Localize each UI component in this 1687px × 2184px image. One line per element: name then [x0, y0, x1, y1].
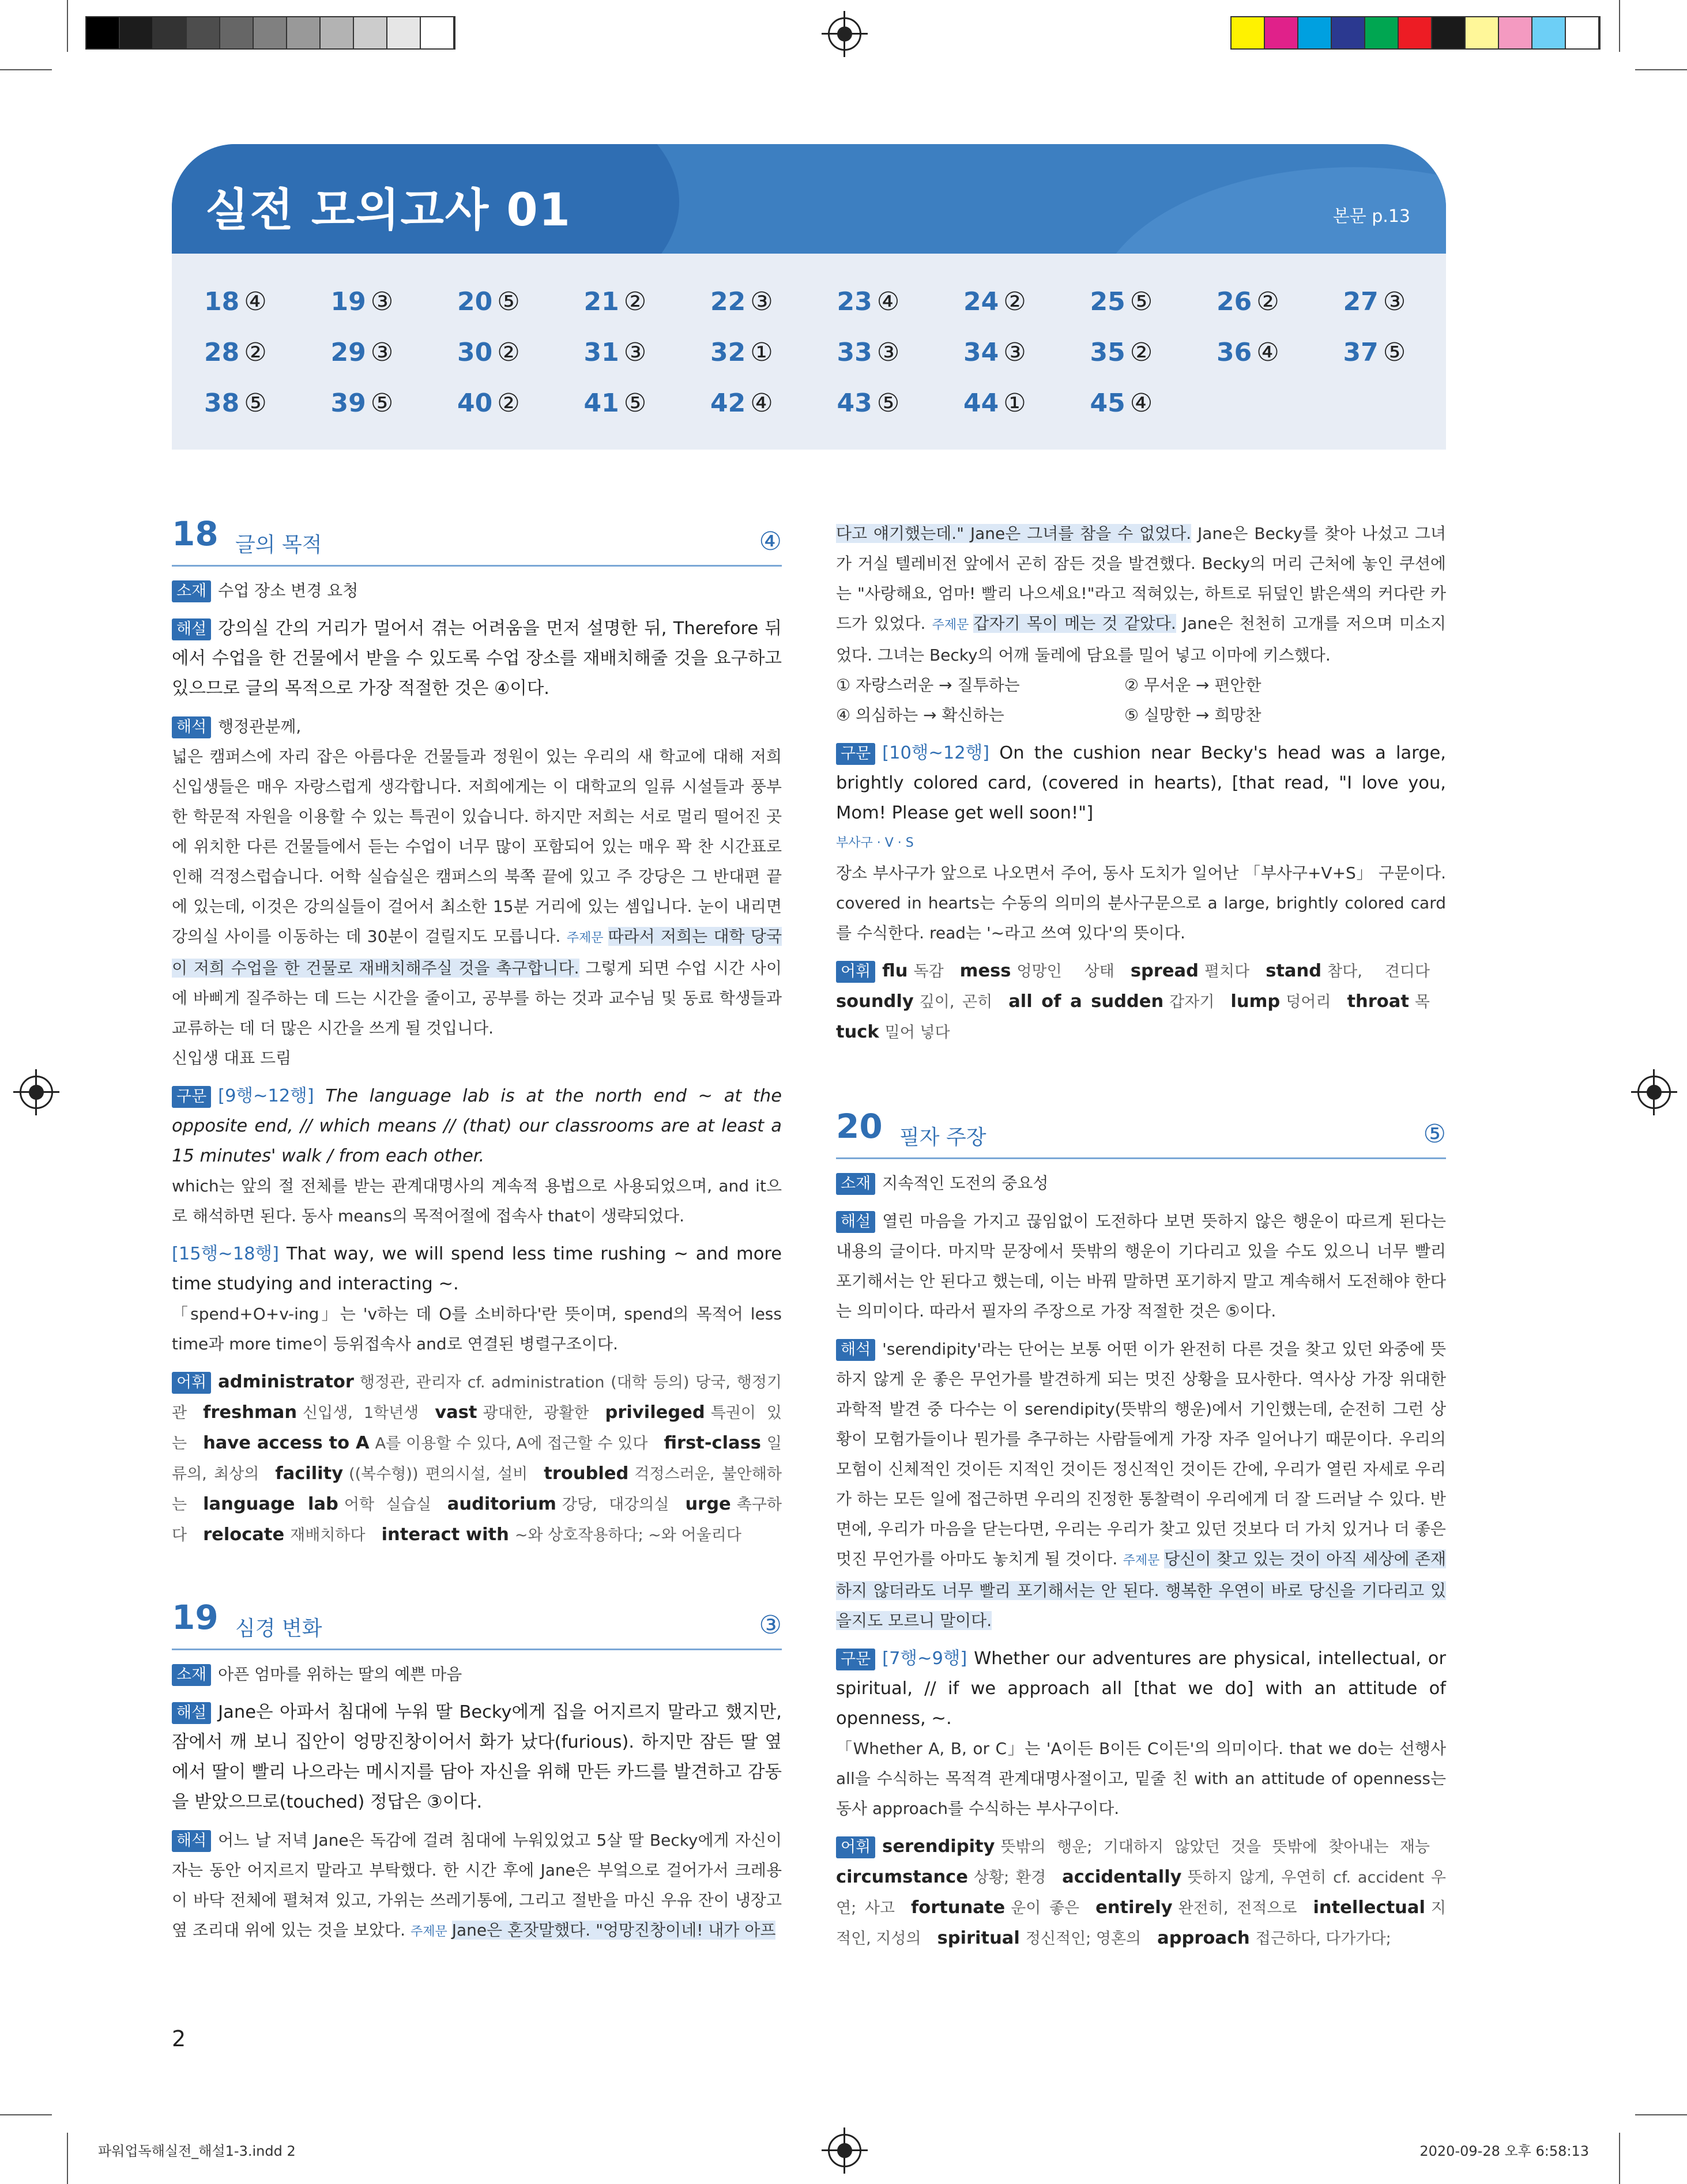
answer-choice: ②	[497, 388, 520, 418]
answer-item	[457, 338, 520, 367]
vocab-word: spiritual	[937, 1928, 1020, 1948]
answer-item	[331, 338, 394, 367]
crop-mark	[0, 2114, 52, 2115]
translation-sign: 신입생 대표 드림	[172, 1048, 292, 1068]
answer-choice: ③	[750, 287, 773, 316]
structure-sentence: On the cushion near Becky's head was a large, brightly colored card, (covered in hearts), [that read, "I love you, Mom! Please get well soon!"]	[836, 743, 1446, 823]
answer-question-number: 20	[457, 287, 493, 316]
translate-tag: 해석	[836, 1339, 875, 1361]
answer-question-number: 24	[963, 287, 999, 316]
answer-question-number: 39	[330, 388, 366, 418]
topic-tag: 소재	[836, 1173, 875, 1195]
registration-mark-left	[20, 1076, 53, 1109]
question-type: 글의 목적	[235, 533, 322, 557]
answer-question-number: 36	[1217, 338, 1252, 367]
answer-item	[457, 388, 520, 418]
vocab-word: privileged	[605, 1402, 705, 1423]
structure-lines: [15행~18행]	[172, 1244, 279, 1264]
answer-question-number: 43	[837, 388, 872, 418]
answer-item	[710, 338, 773, 367]
main-sentence-label: 주제문	[932, 618, 969, 632]
question-number: 20	[836, 1107, 883, 1146]
structure-sentence: The language lab is at the north end ~ at the opposite end, // which means // (that) our classrooms are at least a 15 minutes' walk / from each other.	[172, 1086, 782, 1166]
vocab-word: have access to A	[203, 1433, 370, 1453]
answer-item	[963, 287, 1026, 316]
structure-note: 「Whether A, B, or C」는 'A이든 B이든 C이든'의 의미이다. that we do는 선행사 all을 수식하는 목적격 관계대명사절이고, 밑줄 친 with an attitude of openness는 동사 approach를 수식하는 부사구이다.	[836, 1739, 1446, 1818]
answer-question-number: 28	[204, 338, 240, 367]
page-title: 실전 모의고사 01	[205, 184, 571, 236]
structure-sentence: Whether our adventures are physical, intellectual, or spiritual, // if we approach all [that we do] with an attitude of openness, ~.	[836, 1649, 1446, 1729]
vocab-word: lump	[1230, 991, 1281, 1012]
vocab-meaning: 갑자기	[1169, 993, 1215, 1011]
vocab-meaning: 지적인, 지성의	[836, 1899, 1446, 1948]
answer-choice: ④	[244, 287, 267, 316]
structure-sentence: That way, we will spend less time rushing ~ and more time studying and interacting ~.	[172, 1244, 782, 1294]
answer-question-number: 45	[1090, 388, 1125, 418]
answer-choice: ②	[244, 338, 267, 367]
answer-choice: ⑤	[497, 287, 520, 316]
vocab-meaning: 뜻하지 않게, 우연히 cf. accident 우연; 사고	[836, 1869, 1446, 1917]
question-answer: ⑤	[1423, 1119, 1446, 1149]
page-reference: 본문 p.13	[1332, 206, 1410, 227]
vocab-word: troubled	[544, 1463, 629, 1484]
answer-item	[584, 338, 647, 367]
question-number: 19	[172, 1598, 219, 1637]
answer-question-number: 35	[1090, 338, 1125, 367]
answer-choice: ④	[1129, 388, 1153, 418]
structure-lines: [10행~12행]	[882, 743, 990, 763]
main-sentence-label: 주제문	[1123, 1553, 1160, 1568]
answer-choice: ②	[1129, 338, 1153, 367]
answer-choice: ②	[1003, 287, 1026, 316]
page-banner	[172, 144, 1446, 254]
explain-tag: 해설	[172, 1702, 211, 1724]
vocab-meaning: 촉구하다	[172, 1496, 782, 1544]
answer-choice: ③	[370, 287, 394, 316]
answer-question-number: 30	[457, 338, 493, 367]
answer-item	[204, 287, 267, 316]
answer-choice: ②	[623, 287, 647, 316]
answer-question-number: 41	[583, 388, 619, 418]
vocab-word: intellectual	[1313, 1898, 1425, 1918]
answer-question-number: 44	[963, 388, 999, 418]
vocab-meaning: 깊이, 곤히	[919, 993, 993, 1011]
structure-mark-adv: 부사구	[836, 836, 873, 850]
answer-question-number: 31	[583, 338, 619, 367]
answer-question-number: 21	[583, 287, 619, 316]
answer-choice: ③	[623, 338, 647, 367]
topic-text: 지속적인 도전의 중요성	[882, 1174, 1049, 1193]
answer-question-number: 19	[330, 287, 366, 316]
main-sentence: 당신이 찾고 있는 것이 아직 세상에 존재하지 않더라도 너무 빨리 포기해서는 안 된다. 행복한 우연이 바로 당신을 기다리고 있을지도 모르니 말이다.	[836, 1549, 1446, 1630]
answer-item	[1090, 338, 1153, 367]
translation-after: 그렇게 되면 수업 시간 사이에 바삐게 질주하는 데 드는 시간을 줄이고, 공부를 하는 것과 교수님 및 동료 학생들과 교류하는 데 더 많은 시간을 쓰게 될 것입니다.	[172, 959, 782, 1038]
translation-body: 넓은 캠퍼스에 자리 잡은 아름다운 건물들과 정원이 있는 우리의 새 학교에 대해 저희 신입생들은 매우 자랑스럽게 생각합니다. 저희에게는 이 대학교의 일류 시설들과 풍부한 학문적 자원을 이용할 수 있는 특권이 있습니다. 하지만 저희는 서로 멀리 떨어진 곳에 위치한 다른 건물들에서 듣는 수업이 너무 많이 포함되어 있는 매우 꽉 찬 시간표로 인해 걱정스럽습니다. 어학 실습실은 캠퍼스의 북쪽 끝에 있고 주 강당은 그 반대편 끝에 있는데, 이것은 강의실들이 걸어서 최소한 15분 거리에 있는 셈입니다. 눈이 내리면 강의실 사이를 이동하는 데 30분이 걸릴지도 모릅니다.	[172, 747, 782, 946]
vocab-meaning: 뜻밖의 행운; 기대하지 않았던 것을 뜻밖에 찾아내는 재능	[1000, 1838, 1430, 1856]
vocab-word: soundly	[836, 991, 914, 1012]
vocab-meaning: 상황; 환경	[973, 1869, 1046, 1887]
vocab-meaning: 펼치다	[1204, 963, 1250, 980]
answer-question-number: 37	[1343, 338, 1379, 367]
answer-item	[963, 338, 1026, 367]
vocab-word: relocate	[203, 1525, 285, 1545]
crop-mark	[1619, 2133, 1620, 2184]
section-19-header	[172, 1598, 782, 1650]
vocab-word: circumstance	[836, 1867, 968, 1887]
option: ⑤ 실망한 → 희망찬	[1124, 706, 1262, 725]
vocab-meaning: ((복수형)) 편의시설, 설비	[349, 1465, 528, 1483]
grayscale-bar	[85, 16, 455, 50]
answer-item	[837, 338, 900, 367]
answer-choice: ⑤	[370, 388, 394, 418]
vocab-meaning: 강당, 대강의실	[562, 1496, 669, 1514]
vocab-meaning: 엉망인 상태	[1016, 963, 1114, 980]
vocab-meaning: 밀어 넣다	[884, 1024, 950, 1042]
answer-question-number: 40	[457, 388, 493, 418]
structure-tag: 구문	[172, 1086, 211, 1108]
structure-lines: [9행~12행]	[218, 1086, 314, 1106]
crop-mark	[67, 2133, 68, 2184]
answer-question-number: 18	[204, 287, 240, 316]
vocab-word: freshman	[203, 1402, 298, 1423]
footer-timestamp: 2020-09-28 오후 6:58:13	[1419, 2143, 1589, 2159]
translate-tag: 해석	[172, 716, 211, 738]
explain-tag: 해설	[172, 618, 211, 640]
translation-end: Jane은 천천히 고개를 저으며 미소지었다. 그녀는 Becky의 어깨 둘레에 담요를 밀어 넣고 이마에 키스했다.	[836, 614, 1447, 665]
answer-item	[710, 287, 773, 316]
answer-item	[457, 287, 520, 316]
vocab-meaning: 재배치하다	[290, 1526, 366, 1544]
answer-question-number: 29	[330, 338, 366, 367]
answer-choice: ⑤	[1383, 338, 1406, 367]
question-answer: ④	[759, 527, 782, 556]
answer-choice: ③	[876, 338, 900, 367]
vocab-meaning: 어학 실습실	[344, 1496, 431, 1514]
vocab-tag: 어휘	[836, 1836, 875, 1858]
topic-tag: 소재	[172, 580, 211, 602]
translation-body: 어느 날 저녁 Jane은 독감에 걸려 침대에 누워있었고 5살 딸 Becky에게 자신이 자는 동안 어지르지 말라고 부탁했다. 한 시간 후에 Jane은 부엌으로 걸어가서 크레용이 바닥 전체에 펼쳐져 있고, 가위는 쓰레기통에, 그리고 절반을 마신 우유 잔이 냉장고 옆 조리대 위에 있는 것을 보았다.	[172, 1831, 782, 1940]
answer-choice: ④	[876, 287, 900, 316]
answer-choice: ③	[1003, 338, 1026, 367]
structure-mark-v: V	[884, 836, 894, 850]
vocab-tag: 어휘	[836, 961, 875, 983]
right-column: 다고 얘기했는데." Jane은 그녀를 참을 수 없었다. Jane은 Becky를 찾아 나섰고 그녀가 거실 텔레비전 앞에서 곤히 잠든 것을 발견했다. Becky의 머리 근처에 놓인 쿠션에는 "사랑해요, 엄마! 빨리 나으세요!"라고 적혀있는, 하트로 뒤덮인 밝은색의 커다란 카드가 있었다. 주제문 갑자기 목이 메는 것 같았다. Jane은 천천히 고개를 저으며 미소지었다. 그녀는 Becky의 어깨 둘레에 담요를 밀어 넣고 이마에 키스했다. ① 자랑스러운 → 질투하는 ② 무서운 → 편안한 ④ 의심하는 → 확신하는 ⑤ 실망한 → 희망찬 구문 [10행~12행] On the cushion near Becky's head was a large, brightly colored card, (covered in hearts), [that read, "I love you, Mom! Please get well soon!"] 부사구 · V · S 장소 부사구가 앞으로 나오면서 주어, 동사 도치가 일어난 「부사구+V+S」 구문이다. covered in hearts는 수동의 의미의 분사구문으로 a large, brightly colored card를 수식한다. read는 '~라고 쓰여 있다'의 뜻이다. 어휘 flu 독감 mess 엉망인 상태 spread 펼치다 stand 참다, 견디다soundly 깊이, 곤히 all of a sudden 갑자기 lump 덩어리 throat 목tuck 밀어 넣다 20 필자 주장 ⑤ 소재 지속적인 도전의 중요성 해설 열린 마음을 가지고 끊임없이 도전하다 보면 뜻하지 않은 행운이 따르게 된다는 내용의 글이다. 마지막 문장에서 뜻밖의 행운이 기다리고 있을 수도 있으니 너무 빨리 포기해서는 안 된다고 했는데, 이는 바꿔 말하면 포기하지 말고 계속해서 도전해야 한다는 의미이다. 따라서 필자의 주장으로 가장 적절한 것은 ⑤이다. 해석 'serendipity'라는 단어는 보통 어떤 이가 완전히 다른 것을 찾고 있던 와중에 뜻하지 않게 운 좋은 무언가를 발견하게 되는 멋진 상황을 묘사한다. 역사상 가장 위대한 과학적 발견 중 다수는 이 serendipity(뜻밖의 행운)에서 기인했는데, 순전히 그런 상황이 모험가들이나 뭔가를 추구하는 사람들에게 가장 자주 일어나기 때문이다. 우리의 모험이 신체적인 것이든 지적인 것이든 정신적인 것이든 간에, 우리가 열린 자세로 우리가 하는 모든 일에 접근하면 우리의 진정한 통찰력이 우리에게 더 잘 드러날 수 있다. 반면에, 우리가 마음을 닫는다면, 우리는 우리가 찾고 있던 것보다 더 가치 있거나 더 좋은 멋진 무언가를 아마도 놓치게 될 것이다. 주제문 당신이 찾고 있는 것이 아직 세상에 존재하지 않더라도 너무 빨리 포기해서는 안 된다. 행복한 우연이 바로 당신을 기다리고 있을지도 모르니 말이다. 구문 [7행~9행] Whether our adventures are physical, intellectual, or spiritual, // if we approach all [that we do] with an attitude of openness, ~. 「Whether A, B, or C」는 'A이든 B이든 C이든'의 의미이다. that we do는 선행사 all을 수식하는 목적격 관계대명사절이고, 밑줄 친 with an attitude of openness는 동사 approach를 수식하는 부사구이다. 어휘 serendipity 뜻밖의 행운; 기대하지 않았던 것을 뜻밖에 찾아내는 재능circumstance 상황; 환경 accidentally 뜻하지 않게, 우연히 cf. accident 우연; 사고 fortunate 운이 좋은 entirely 완전히, 전적으로 intellectual 지적인, 지성의 spiritual 정신적인; 영혼의 approach 접근하다, 다가가다;	[836, 524, 1447, 1948]
footer-filename: 파워업독해실전_해설1-3.indd 2	[98, 2143, 296, 2159]
explain-text: 강의실 간의 거리가 멀어서 겪는 어려움을 먼저 설명한 뒤, Therefore 뒤에서 수업을 한 건물에서 받을 수 있도록 수업 장소를 재배치해줄 것을 요구하고 있으므로 글의 목적으로 가장 적절한 것은 ④이다.	[172, 618, 782, 699]
answer-choice: ④	[1256, 338, 1279, 367]
topic-tag: 소재	[172, 1664, 211, 1686]
crop-mark	[0, 69, 52, 70]
crop-mark	[1635, 69, 1687, 70]
main-sentence-cont: 다고 얘기했는데." Jane은 그녀를 참을 수 없었다.	[836, 524, 1192, 543]
question-answer: ③	[759, 1610, 782, 1640]
answer-question-number: 23	[837, 287, 872, 316]
vocab-meaning: 운이 좋은	[1011, 1899, 1080, 1917]
left-column	[172, 514, 782, 1947]
vocab-meaning: 목	[1414, 993, 1430, 1011]
vocab-meaning: 완전히, 전적으로	[1178, 1899, 1297, 1917]
answer-choice: ①	[750, 338, 773, 367]
answer-question-number: 38	[204, 388, 240, 418]
answer-item	[1343, 338, 1406, 367]
vocab-word: auditorium	[447, 1494, 556, 1514]
answer-choice: ②	[497, 338, 520, 367]
answer-item	[837, 287, 900, 316]
answer-question-number: 42	[710, 388, 746, 418]
vocab-meaning: 독감	[913, 963, 944, 980]
vocab-word: entirely	[1095, 1898, 1173, 1918]
explain-text: 열린 마음을 가지고 끊임없이 도전하다 보면 뜻하지 않은 행운이 따르게 된다는 내용의 글이다. 마지막 문장에서 뜻밖의 행운이 기다리고 있을 수도 있으니 너무 빨리 포기해서는 안 된다고 했는데, 이는 바꿔 말하면 포기하지 말고 계속해서 도전해야 한다는 의미이다. 따라서 필자의 주장으로 가장 적절한 것은 ⑤이다.	[836, 1212, 1446, 1321]
answer-question-number: 33	[837, 338, 872, 367]
vocab-word: mess	[959, 961, 1011, 981]
structure-tag: 구문	[836, 1649, 875, 1670]
crop-mark	[67, 0, 68, 52]
answer-question-number: 26	[1217, 287, 1252, 316]
answer-choice: ①	[1003, 388, 1026, 418]
answer-item	[1090, 287, 1153, 316]
vocab-word: all of a sudden	[1008, 991, 1164, 1012]
vocab-word: administrator	[218, 1372, 354, 1392]
vocab-word: throat	[1347, 991, 1409, 1012]
vocab-word: fortunate	[911, 1898, 1006, 1918]
answer-question-number: 27	[1343, 287, 1379, 316]
vocab-word: spread	[1130, 961, 1199, 981]
main-sentence: 따라서 저희는 대학 당국이 저희 수업을 한 건물로 재배치해주실 것을 촉구합니다.	[172, 927, 782, 978]
vocab-word: interact with	[381, 1525, 509, 1545]
translation-cont: Jane은 Becky를 찾아 나섰고 그녀가 거실 텔레비전 앞에서 곤히 잠든 것을 발견했다. Becky의 머리 근처에 놓인 쿠션에는 "사랑해요, 엄마! 빨리 나으세요!"라고 적혀있는, 하트로 뒤덮인 밝은색의 커다란 카드가 있었다.	[836, 524, 1446, 633]
section-18-header	[172, 514, 782, 567]
answer-item	[584, 287, 647, 316]
answer-key	[172, 254, 1446, 450]
translate-tag: 해석	[172, 1830, 211, 1852]
vocab-meaning: 접근하다, 다가가다;	[1255, 1930, 1391, 1948]
vocab-word: vast	[435, 1402, 477, 1423]
vocab-word: approach	[1157, 1928, 1250, 1948]
answer-item	[963, 388, 1026, 418]
answer-question-number: 22	[710, 287, 746, 316]
color-bar	[1230, 16, 1601, 50]
vocab-word: stand	[1266, 961, 1322, 981]
explain-tag: 해설	[836, 1211, 875, 1233]
structure-note: which는 앞의 절 전체를 받는 관계대명사의 계속적 용법으로 사용되었으며, and it으로 해석하면 된다. 동사 means의 목적어절에 접속사 that이 생략되었다.	[172, 1176, 782, 1225]
main-sentence-label: 주제문	[566, 931, 604, 945]
page-number: 2	[172, 2026, 186, 2051]
vocab-word: tuck	[836, 1022, 879, 1042]
structure-tag: 구문	[836, 743, 875, 765]
answer-choice: ③	[1383, 287, 1406, 316]
vocab-word: serendipity	[882, 1836, 995, 1857]
main-sentence: Jane은 혼잣말했다. "엉망진창이네! 내가 아프	[451, 1921, 776, 1940]
vocab-word: language lab	[203, 1494, 338, 1514]
answer-item	[1090, 388, 1153, 418]
answer-choice: ④	[750, 388, 773, 418]
vocab-word: urge	[685, 1494, 731, 1514]
structure-mark-s: S	[905, 836, 914, 850]
vocab-meaning: 행정관, 관리자 cf. administration (대학 등의) 당국, 행정기관	[172, 1374, 782, 1422]
answer-item	[1217, 287, 1279, 316]
vocab-meaning: 일류의, 최상의	[172, 1435, 782, 1483]
answer-item	[1343, 287, 1406, 316]
vocab-word: flu	[882, 961, 908, 981]
structure-note: 장소 부사구가 앞으로 나오면서 주어, 동사 도치가 일어난 「부사구+V+S」 구문이다. covered in hearts는 수동의 의미의 분사구문으로 a large, brightly colored card를 수식한다. read는 '~라고 쓰여 있다'의 뜻이다.	[836, 863, 1446, 942]
section-20-header	[836, 1107, 1446, 1159]
topic-text: 수업 장소 변경 요청	[218, 581, 359, 600]
answer-item	[837, 388, 900, 418]
registration-mark-right	[1637, 1076, 1671, 1109]
vocab-meaning: 참다, 견디다	[1327, 963, 1430, 980]
vocab-meaning: 정신적인; 영혼의	[1025, 1930, 1142, 1948]
explain-text: Jane은 아파서 침대에 누워 딸 Becky에게 집을 어지르지 말라고 했지만, 잠에서 깨 보니 집안이 엉망진창이어서 화가 났다(furious). 하지만 잠든 딸 옆에서 딸이 빨리 나으라는 메시지를 담아 자신을 위해 만든 카드를 발견하고 감동을 받았으므로(touched) 정답은 ③이다.	[172, 1702, 782, 1812]
vocab-meaning: 특권이 있는	[172, 1404, 782, 1453]
answer-choice: ⑤	[244, 388, 267, 418]
option: ④ 의심하는 → 확신하는	[836, 706, 1004, 725]
structure-note: 「spend+O+v-ing」는 'v하는 데 O를 소비하다'란 뜻이며, spend의 목적어 less time과 more time이 등위접속사 and로 연결된 병렬구조이다.	[172, 1304, 782, 1353]
vocab-meaning: A를 이용할 수 있다, A에 접근할 수 있다	[375, 1435, 648, 1453]
crop-mark	[1635, 2114, 1687, 2115]
vocab-meaning: 광대한, 광활한	[483, 1404, 589, 1422]
answer-choice: ②	[1256, 287, 1279, 316]
vocab-tag: 어휘	[172, 1372, 211, 1394]
answer-choice: ③	[370, 338, 394, 367]
vocab-word: facility	[275, 1463, 344, 1484]
vocab-meaning: 신입생, 1학년생	[303, 1404, 419, 1422]
answer-question-number: 32	[710, 338, 746, 367]
answer-item	[710, 388, 773, 418]
topic-text: 아픈 엄마를 위하는 딸의 예쁜 마음	[218, 1665, 462, 1684]
main-sentence: 갑자기 목이 메는 것 같았다.	[973, 614, 1176, 633]
answer-choice: ⑤	[623, 388, 647, 418]
answer-item	[204, 338, 267, 367]
answer-choice: ⑤	[1129, 287, 1153, 316]
answer-item	[584, 388, 647, 418]
question-type: 필자 주장	[899, 1126, 986, 1149]
vocab-word: first-class	[664, 1433, 761, 1453]
vocab-meaning: 걱정스러운, 불안해하는	[172, 1465, 782, 1514]
vocab-word: accidentally	[1062, 1867, 1182, 1887]
structure-lines: [7행~9행]	[882, 1649, 967, 1669]
registration-mark-bottom	[828, 2134, 861, 2167]
main-sentence-label: 주제문	[410, 1925, 447, 1939]
answer-choice: ⑤	[876, 388, 900, 418]
question-number: 18	[172, 514, 219, 553]
answer-question-number: 25	[1090, 287, 1125, 316]
question-type: 심경 변화	[235, 1617, 322, 1640]
answer-item	[331, 388, 394, 418]
option: ① 자랑스러운 → 질투하는	[836, 676, 1020, 695]
translation-body: 'serendipity'라는 단어는 보통 어떤 이가 완전히 다른 것을 찾고 있던 와중에 뜻하지 않게 운 좋은 무언가를 발견하게 되는 멋진 상황을 묘사한다. 역사상 가장 위대한 과학적 발견 중 다수는 이 serendipity(뜻밖의 행운)에서 기인했는데, 순전히 그런 상황이 모험가들이나 뭔가를 추구하는 사람들에게 가장 자주 일어나기 때문이다. 우리의 모험이 신체적인 것이든 지적인 것이든 정신적인 것이든 간에, 우리가 열린 자세로 우리가 하는 모든 일에 접근하면 우리의 진정한 통찰력이 우리에게 더 잘 드러날 수 있다. 반면에, 우리가 마음을 닫는다면, 우리는 우리가 찾고 있던 것보다 더 가치 있거나 더 좋은 멋진 무언가를 아마도 놓치게 될 것이다.	[836, 1340, 1446, 1568]
answer-item	[1217, 338, 1279, 367]
vocab-meaning: ~와 상호작용하다; ~와 어울리다	[514, 1526, 741, 1544]
answer-question-number: 34	[963, 338, 999, 367]
registration-mark-top	[828, 17, 861, 51]
option: ② 무서운 → 편안한	[1124, 676, 1262, 695]
translation-greeting: 행정관분께,	[218, 717, 302, 736]
vocab-meaning: 덩어리	[1286, 993, 1331, 1011]
answer-item	[331, 287, 394, 316]
crop-mark	[1619, 0, 1620, 52]
answer-item	[204, 388, 267, 418]
